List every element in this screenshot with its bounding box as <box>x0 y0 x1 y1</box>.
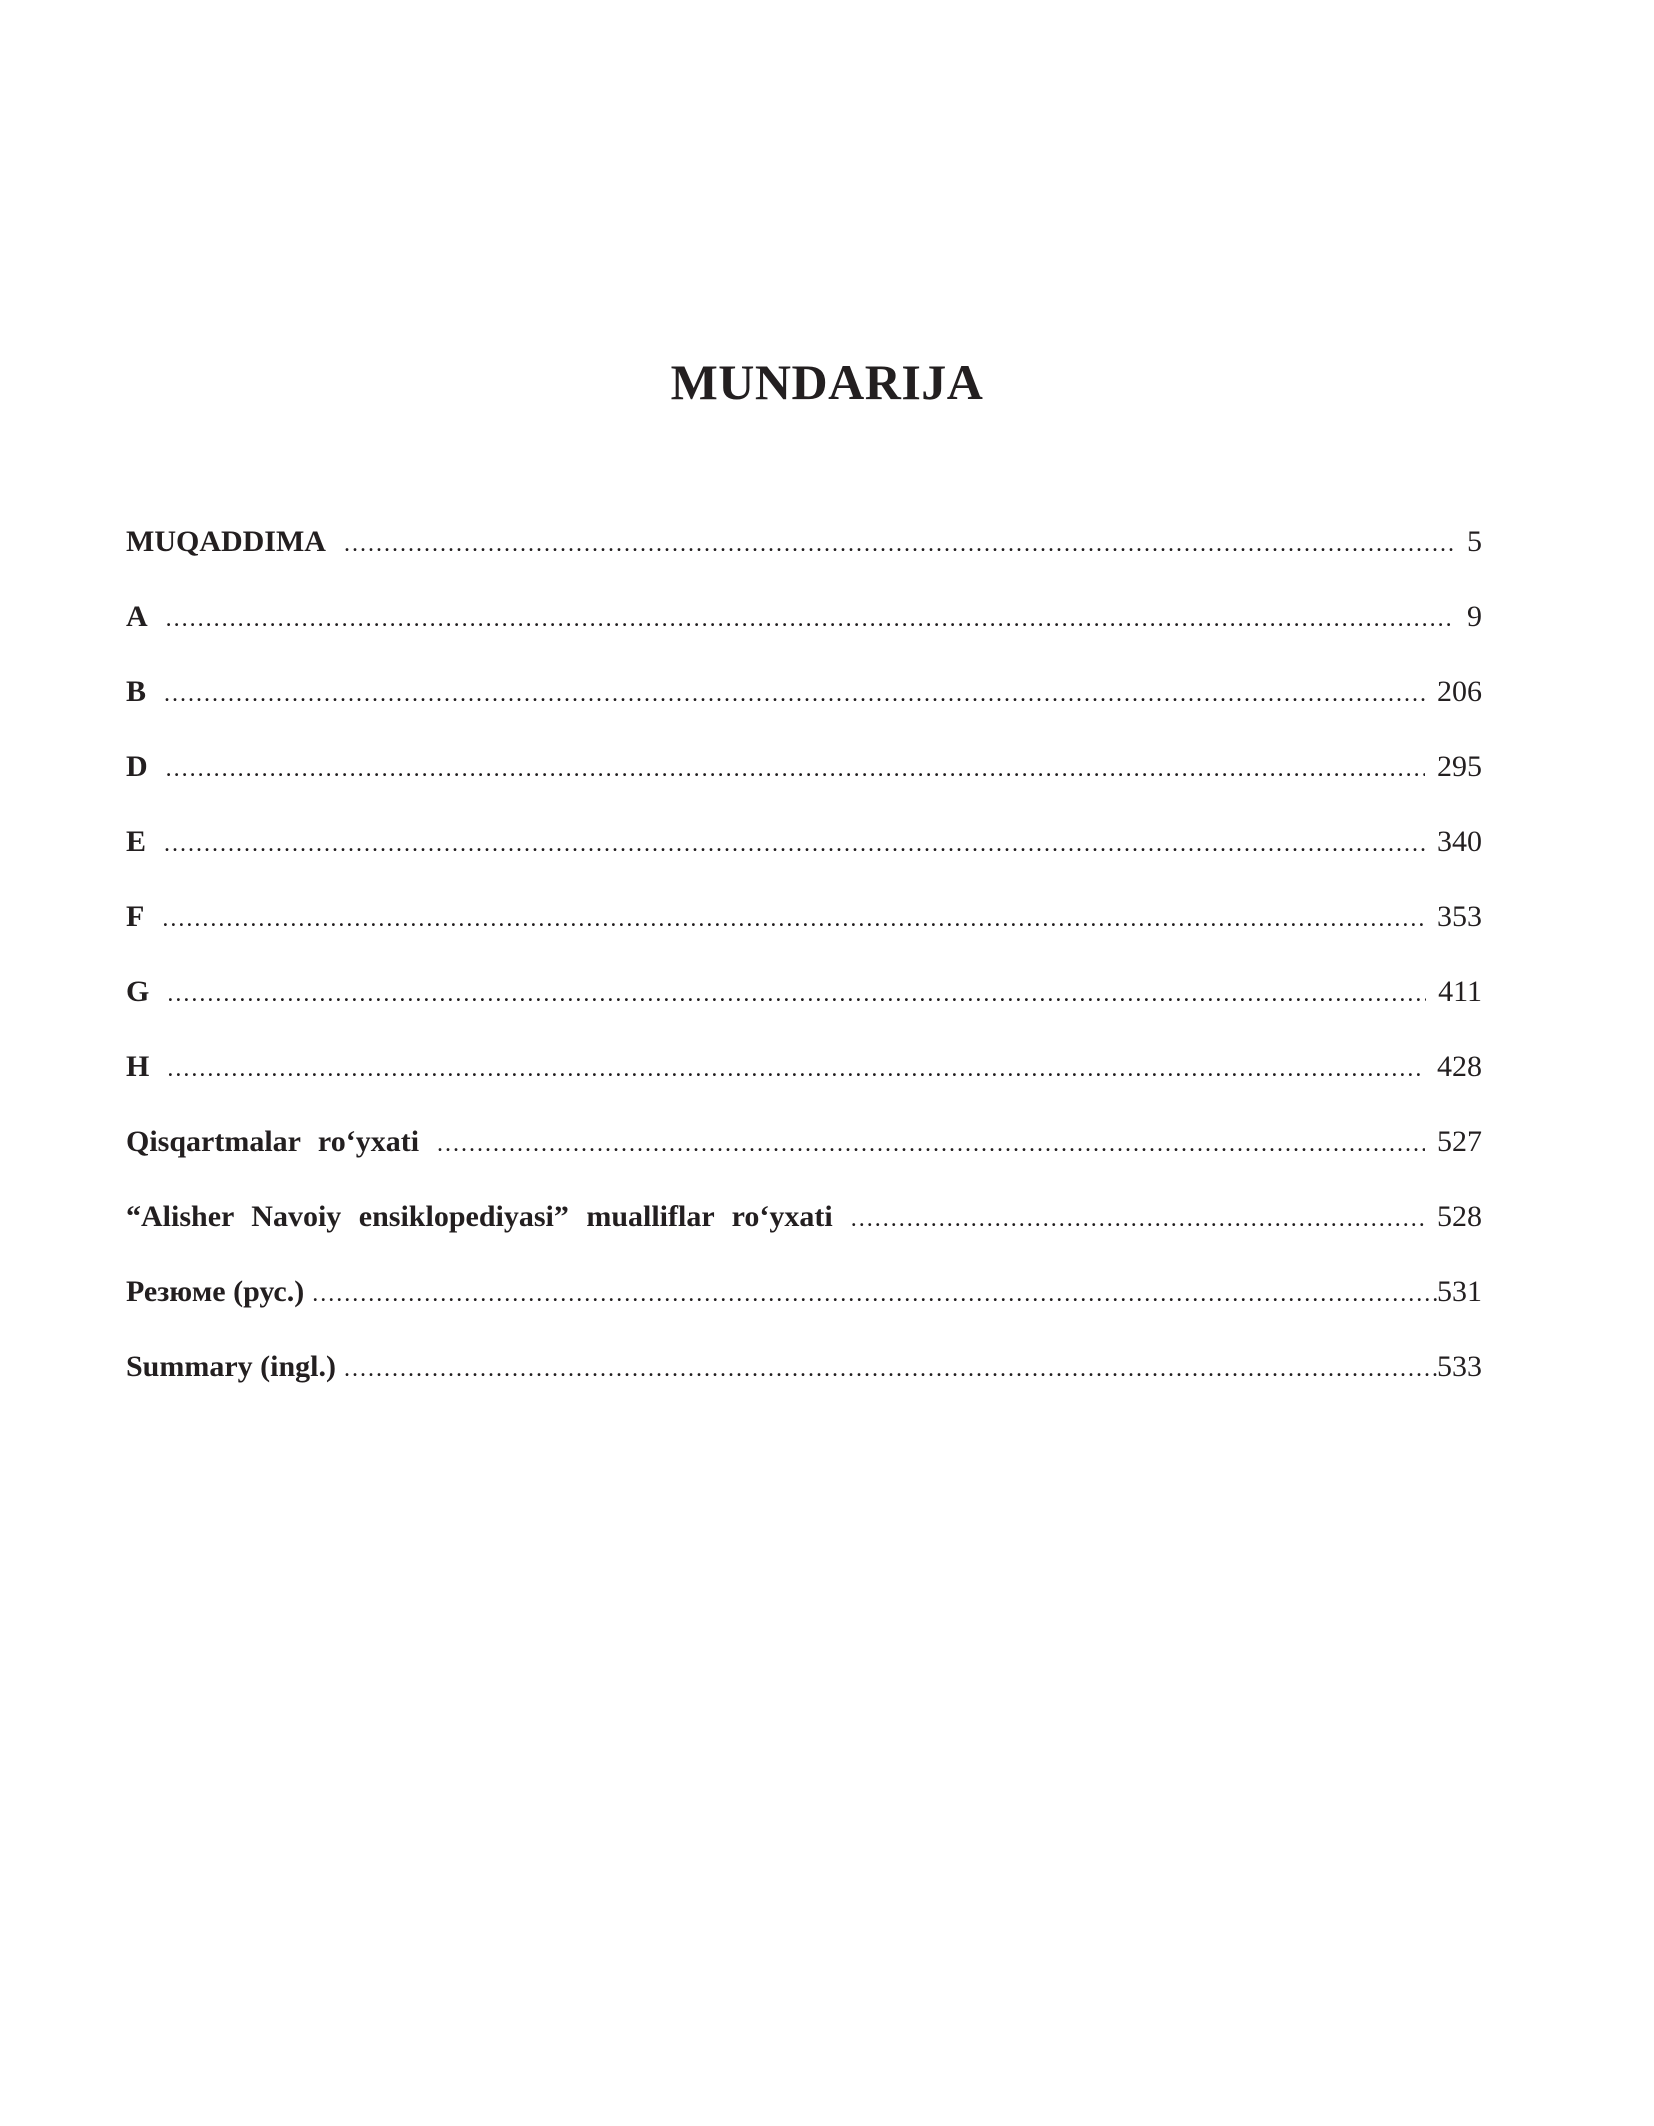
toc-entry-page: 533 <box>1437 1350 1482 1383</box>
toc-entry-page: 411 <box>1438 975 1482 1008</box>
toc-entry <box>126 1116 1482 1191</box>
toc-entry-page: 9 <box>1467 600 1482 633</box>
toc-entry-label: A <box>126 600 148 633</box>
toc-entry-label: B <box>126 675 147 708</box>
toc-entry-label: D <box>126 750 148 783</box>
toc-entry <box>126 966 1482 1041</box>
toc-entry <box>126 1266 1482 1341</box>
toc-dot-leader <box>312 1268 1437 1320</box>
toc-dot-leader <box>437 1118 1425 1170</box>
toc-dot-leader <box>166 593 1455 645</box>
toc-dot-leader <box>166 743 1425 795</box>
toc-entry <box>126 666 1482 741</box>
page-title: MUNDARIJA <box>670 354 984 410</box>
toc-entry-label: Резюме (рус.) <box>126 1275 305 1308</box>
toc-entry <box>126 1191 1482 1266</box>
toc-dot-leader <box>167 968 1426 1020</box>
toc-dot-leader <box>851 1193 1425 1245</box>
toc-entry-page: 527 <box>1437 1125 1482 1158</box>
toc-entry-page: 531 <box>1437 1275 1482 1308</box>
table-of-contents <box>126 516 1482 1416</box>
toc-dot-leader <box>167 1043 1425 1095</box>
toc-entry-label: H <box>126 1050 150 1083</box>
toc-entry <box>126 591 1482 666</box>
toc-entry-page: 340 <box>1437 825 1482 858</box>
toc-dot-leader <box>164 818 1425 870</box>
toc-dot-leader <box>344 1343 1437 1395</box>
toc-entry-label: F <box>126 900 145 933</box>
toc-dot-leader <box>162 893 1425 945</box>
toc-entry-page: 528 <box>1437 1200 1482 1233</box>
toc-entry <box>126 741 1482 816</box>
toc-entry-label: E <box>126 825 147 858</box>
toc-entry <box>126 891 1482 966</box>
toc-entry-page: 5 <box>1467 525 1482 558</box>
toc-entry-label: Qisqartmalar ro‘yxati <box>126 1125 420 1158</box>
toc-entry <box>126 1041 1482 1116</box>
toc-entry-page: 353 <box>1437 900 1482 933</box>
toc-dot-leader <box>344 518 1455 570</box>
toc-entry-page: 295 <box>1437 750 1482 783</box>
toc-entry-page: 206 <box>1437 675 1482 708</box>
toc-entry-label: “Alisher Navoiy ensiklopediyasi” mualliflar ro‘yxati <box>126 1200 833 1233</box>
toc-dot-leader <box>164 668 1425 720</box>
toc-entry-label: Summary (ingl.) <box>126 1350 336 1383</box>
toc-entry <box>126 516 1482 591</box>
toc-entry <box>126 816 1482 891</box>
toc-entry <box>126 1341 1482 1416</box>
toc-entry-label: G <box>126 975 150 1008</box>
toc-entry-label: MUQADDIMA <box>126 525 326 558</box>
toc-entry-page: 428 <box>1437 1050 1482 1083</box>
